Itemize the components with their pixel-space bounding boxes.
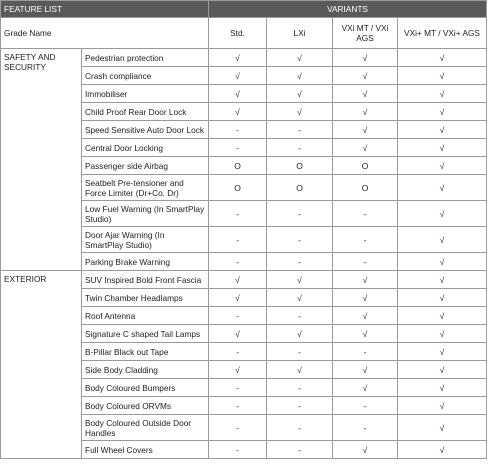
feature-name: Parking Brake Warning (82, 253, 209, 271)
feature-name: Child Proof Rear Door Lock (82, 103, 209, 121)
availability-mark: - (267, 397, 333, 415)
availability-mark: √ (333, 85, 398, 103)
variant-vxi-plus: VXi+ MT / VXi+ AGS (398, 18, 487, 49)
availability-mark: - (209, 343, 267, 361)
availability-mark: - (267, 121, 333, 139)
availability-mark: - (267, 441, 333, 459)
availability-mark: √ (333, 325, 398, 343)
section-name: EXTERIOR (1, 271, 82, 459)
availability-mark: √ (333, 271, 398, 289)
feature-name: Low Fuel Warning (In SmartPlay Studio) (82, 201, 209, 227)
availability-mark: √ (333, 103, 398, 121)
variants-header: VARIANTS (209, 1, 487, 18)
feature-name: Door Ajar Warning (In SmartPlay Studio) (82, 227, 209, 253)
availability-mark: √ (209, 103, 267, 121)
availability-mark: - (267, 379, 333, 397)
availability-mark: √ (398, 49, 487, 67)
availability-mark: - (333, 253, 398, 271)
availability-mark: √ (398, 379, 487, 397)
availability-mark: - (209, 397, 267, 415)
availability-mark: √ (398, 343, 487, 361)
feature-name: Central Door Locking (82, 139, 209, 157)
availability-mark: - (333, 415, 398, 441)
table-row (1, 49, 487, 67)
availability-mark: √ (398, 307, 487, 325)
availability-mark: √ (267, 289, 333, 307)
availability-mark: √ (398, 67, 487, 85)
availability-mark: O (209, 157, 267, 175)
availability-mark: √ (267, 271, 333, 289)
feature-name: Pedestrian protection (82, 49, 209, 67)
availability-mark: √ (267, 49, 333, 67)
variant-lxi: LXi (267, 18, 333, 49)
feature-name: Twin Chamber Headlamps (82, 289, 209, 307)
availability-mark: - (209, 415, 267, 441)
grade-name-label: Grade Name (1, 18, 209, 49)
availability-mark: √ (398, 441, 487, 459)
availability-mark: √ (209, 271, 267, 289)
availability-mark: - (267, 253, 333, 271)
availability-mark: √ (398, 175, 487, 201)
availability-mark: - (267, 415, 333, 441)
availability-mark: √ (333, 379, 398, 397)
availability-mark: - (209, 139, 267, 157)
availability-mark: √ (398, 157, 487, 175)
availability-mark: O (333, 157, 398, 175)
availability-mark: √ (398, 253, 487, 271)
availability-mark: √ (333, 441, 398, 459)
feature-name: Seatbelt Pre-tensioner and Force Limiter (Dr+Co. Dr) (82, 175, 209, 201)
availability-mark: √ (333, 49, 398, 67)
feature-name: Body Coloured Bumpers (82, 379, 209, 397)
availability-mark: √ (267, 361, 333, 379)
availability-mark: - (333, 227, 398, 253)
availability-mark: O (333, 175, 398, 201)
availability-mark: - (209, 441, 267, 459)
feature-name: Passenger side Airbag (82, 157, 209, 175)
table-row (1, 271, 487, 289)
availability-mark: √ (209, 67, 267, 85)
availability-mark: √ (333, 307, 398, 325)
availability-mark: √ (267, 85, 333, 103)
availability-mark: √ (398, 201, 487, 227)
availability-mark: √ (209, 49, 267, 67)
availability-mark: √ (333, 121, 398, 139)
availability-mark: √ (333, 67, 398, 85)
availability-mark: O (267, 175, 333, 201)
availability-mark: √ (209, 289, 267, 307)
availability-mark: O (209, 175, 267, 201)
variant-vxi: VXi MT / VXi AGS (333, 18, 398, 49)
availability-mark: √ (209, 325, 267, 343)
availability-mark: √ (267, 325, 333, 343)
variant-std: Std. (209, 18, 267, 49)
feature-name: Speed Sensitive Auto Door Lock (82, 121, 209, 139)
availability-mark: - (267, 139, 333, 157)
availability-mark: - (209, 121, 267, 139)
availability-mark: - (333, 343, 398, 361)
availability-mark: - (333, 201, 398, 227)
availability-mark: √ (333, 361, 398, 379)
feature-name: Crash compliance (82, 67, 209, 85)
availability-mark: √ (398, 325, 487, 343)
availability-mark: √ (398, 139, 487, 157)
availability-mark: √ (398, 415, 487, 441)
feature-name: Side Body Cladding (82, 361, 209, 379)
feature-name: Full Wheel Covers (82, 441, 209, 459)
availability-mark: - (267, 227, 333, 253)
feature-name: SUV Inspired Bold Front Fascia (82, 271, 209, 289)
availability-mark: √ (398, 271, 487, 289)
section-name: SAFETY AND SECURITY (1, 49, 82, 271)
availability-mark: √ (209, 85, 267, 103)
availability-mark: - (209, 379, 267, 397)
availability-mark: √ (398, 361, 487, 379)
availability-mark: √ (398, 227, 487, 253)
availability-mark: √ (267, 103, 333, 121)
availability-mark: √ (209, 361, 267, 379)
availability-mark: - (267, 307, 333, 325)
availability-mark: - (267, 343, 333, 361)
availability-mark: √ (398, 397, 487, 415)
feature-list-header: FEATURE LIST (1, 1, 209, 18)
availability-mark: - (209, 253, 267, 271)
availability-mark: - (267, 201, 333, 227)
availability-mark: - (209, 227, 267, 253)
availability-mark: √ (333, 139, 398, 157)
availability-mark: - (209, 307, 267, 325)
grade-row (1, 18, 487, 49)
availability-mark: √ (333, 289, 398, 307)
availability-mark: - (209, 201, 267, 227)
availability-mark: √ (398, 289, 487, 307)
availability-mark: - (333, 397, 398, 415)
feature-name: Body Coloured Outside Door Handles (82, 415, 209, 441)
availability-mark: √ (398, 103, 487, 121)
availability-mark: √ (267, 67, 333, 85)
feature-name: B-Pillar Black out Tape (82, 343, 209, 361)
feature-name: Signature C shaped Tail Lamps (82, 325, 209, 343)
availability-mark: O (267, 157, 333, 175)
feature-name: Body Coloured ORVMs (82, 397, 209, 415)
availability-mark: √ (398, 85, 487, 103)
feature-name: Immobiliser (82, 85, 209, 103)
availability-mark: √ (398, 121, 487, 139)
feature-name: Roof Antenna (82, 307, 209, 325)
